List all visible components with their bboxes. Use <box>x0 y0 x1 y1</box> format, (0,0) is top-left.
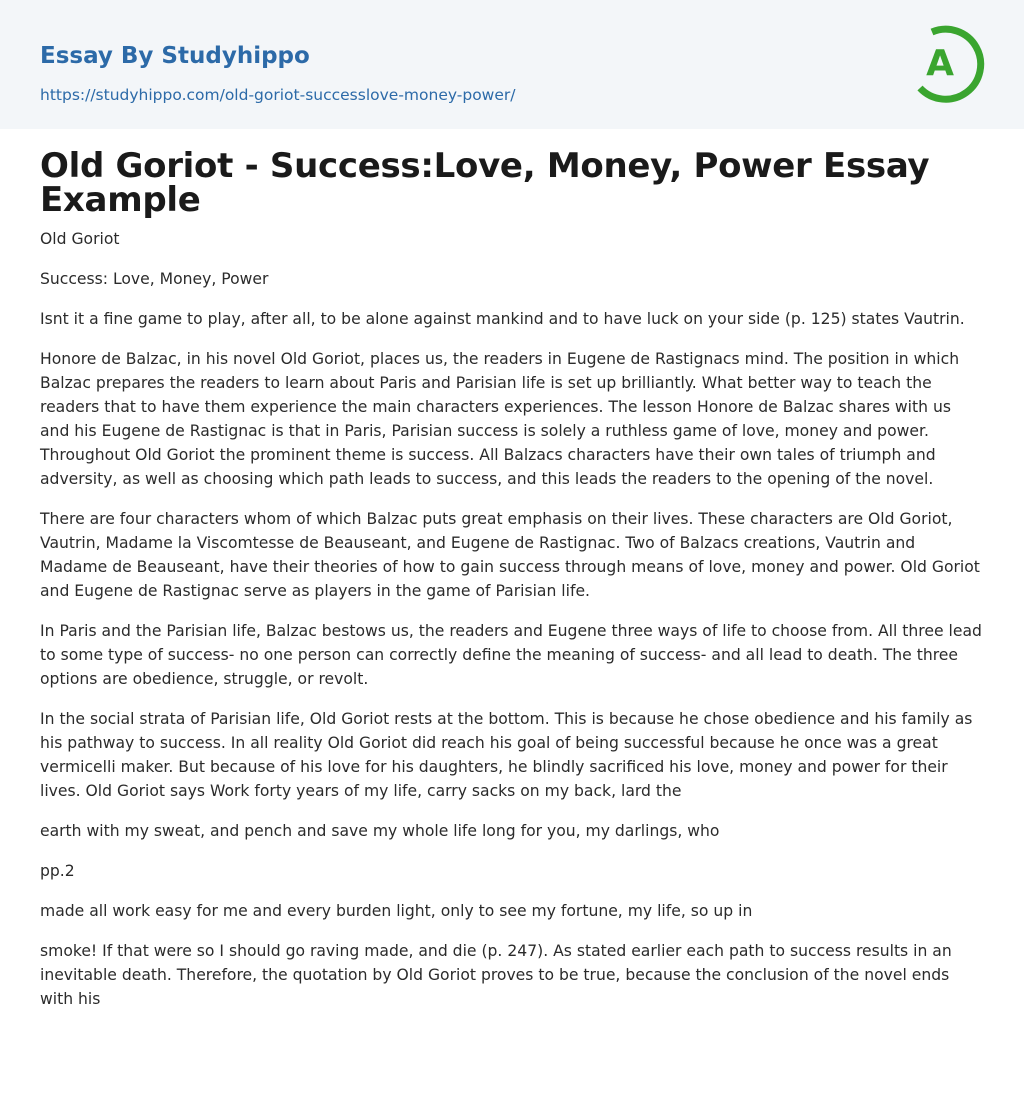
site-brand[interactable]: Essay By Studyhippo <box>40 43 310 69</box>
article-body <box>40 227 984 1011</box>
paragraph: In the social strata of Parisian life, Old Goriot rests at the bottom. This is because he chose obedience and his family as his pathway to success. In all reality Old Goriot did reach his goal of being successful because he once was a great vermicelli maker. But because of his love for his daughters, he blindly sacrificed his love, money and power for their lives. Old Goriot says Work forty years of my life, carry sacks on my back, lard the <box>40 710 973 800</box>
paragraph: Success: Love, Money, Power <box>40 270 269 288</box>
paragraph: In Paris and the Parisian life, Balzac bestows us, the readers and Eugene three ways of life to choose from. All three lead to some type of success- no one person can correctly define the meaning of success- and all lead to death. The three options are obedience, struggle, or revolt. <box>40 622 982 688</box>
page-title: Old Goriot - Success:Love, Money, Power Essay Example <box>40 146 930 220</box>
paragraph: Old Goriot <box>40 230 120 248</box>
paragraph: Isnt it a fine game to play, after all, to be alone against mankind and to have luck on your side (p. 125) states Vautrin. <box>40 310 965 328</box>
paragraph: Honore de Balzac, in his novel Old Goriot, places us, the readers in Eugene de Rastignacs mind. The position in which Balzac prepares the readers to learn about Paris and Parisian life is set up brilliantly. What better way to teach the readers that to have them experience the main characters experiences. The lesson Honore de Balzac shares with us and his Eugene de Rastignac is that in Paris, Parisian success is solely a ruthless game of love, money and power. Throughout Old Goriot the prominent theme is success. All Balzacs characters have their own tales of triumph and adversity, as well as choosing which path leads to success, and this leads the readers to the opening of the novel. <box>40 350 960 488</box>
paragraph: smoke! If that were so I should go raving made, and die (p. 247). As stated earlier each path to success results in an inevitable death. Therefore, the quotation by Old Goriot proves to be true, because the conclusion of the novel ends with his <box>40 942 952 1008</box>
logo-letter: A <box>926 43 954 84</box>
paragraph: earth with my sweat, and pench and save my whole life long for you, my darlings, who <box>40 822 720 840</box>
paragraph: made all work easy for me and every burden light, only to see my fortune, my life, so up in <box>40 902 753 920</box>
page-url-link[interactable]: https://studyhippo.com/old-goriot-successlove-money-power/ <box>40 86 516 104</box>
paragraph: There are four characters whom of which Balzac puts great emphasis on their lives. These characters are Old Goriot, Vautrin, Madame la Viscomtesse de Beauseant, and Eugene de Rastignac. Two of Balzacs creations, Vautrin and Madame de Beauseant, have their theories of how to gain success through means of love, money and power. Old Goriot and Eugene de Rastignac serve as players in the game of Parisian life. <box>40 510 980 600</box>
page-number: pp.2 <box>40 862 75 880</box>
